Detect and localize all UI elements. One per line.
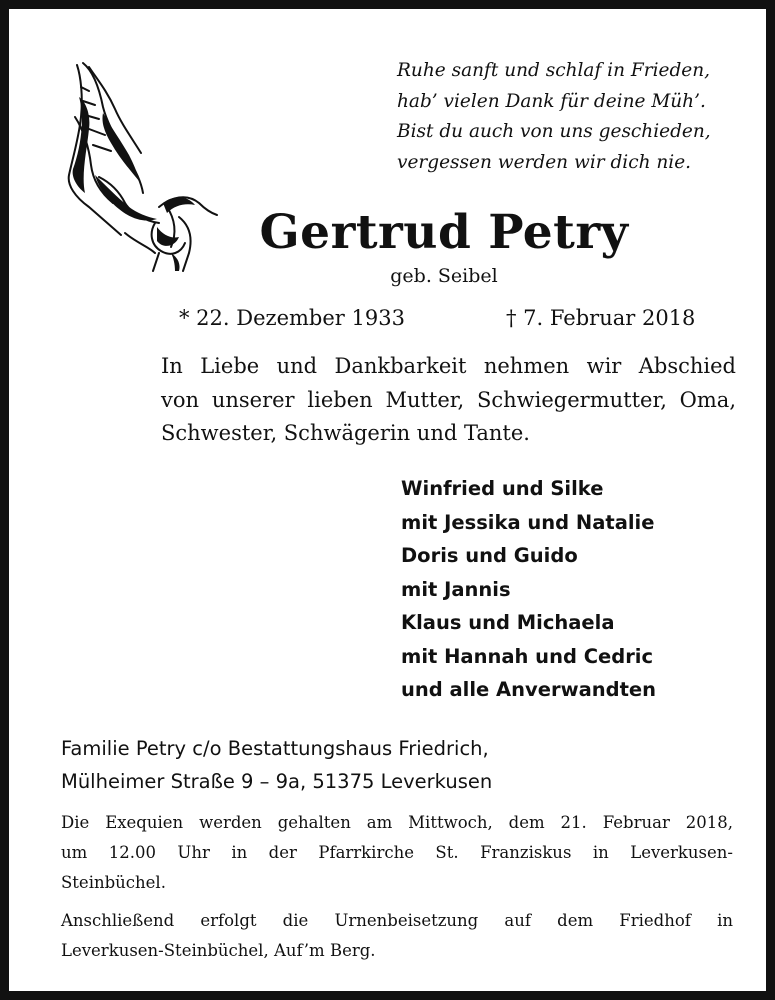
notice-line: um 12.00 Uhr in der Pfarrkirche St. Franziskus in Leverkusen-: [61, 843, 733, 862]
maiden-name: geb. Seibel: [390, 265, 498, 287]
farewell-line: Schwester, Schwägerin und Tante.: [161, 421, 530, 445]
mourner-line: mit Hannah und Cedric: [401, 644, 654, 668]
burial-notice: [61, 906, 733, 966]
exequien-notice: [61, 808, 733, 898]
farewell-line: In Liebe und Dankbarkeit nehmen wir Abschied: [161, 354, 736, 378]
address-line: Mülheimer Straße 9 – 9a, 51375 Leverkusen: [61, 770, 493, 793]
deceased-name: Gertrud Petry: [259, 205, 629, 260]
farewell-line: von unserer lieben Mutter, Schwiegermutter, Oma,: [161, 387, 736, 412]
farewell-text: [161, 350, 736, 451]
mourner-line: Doris und Guido: [401, 544, 578, 567]
mourners-list: [401, 472, 656, 707]
mourner-line: mit Jannis: [401, 577, 511, 601]
mourner-line: Winfried und Silke: [401, 477, 604, 500]
address-line: Familie Petry c/o Bestattungshaus Friedrich,: [61, 737, 489, 760]
contact-address: [61, 732, 492, 798]
notice-line: Anschließend erfolgt die Urnenbeisetzung auf dem Friedhof in: [61, 911, 733, 930]
poem: [397, 56, 737, 178]
poem-line: Ruhe sanft und schlaf in Frieden,: [397, 60, 711, 81]
notice-line: Steinbüchel.: [61, 873, 166, 892]
death-date: † 7. Februar 2018: [506, 306, 696, 330]
mourner-line: und alle Anverwandten: [401, 678, 657, 701]
birth-date: * 22. Dezember 1933: [179, 306, 405, 330]
mourner-line: Klaus und Michaela: [401, 611, 615, 634]
poem-line: vergessen werden wir dich nie.: [397, 151, 692, 173]
poem-line: Bist du auch von uns geschieden,: [397, 121, 711, 142]
mourner-line: mit Jessika und Natalie: [401, 510, 655, 534]
notice-line: Die Exequien werden gehalten am Mittwoch, dem 21. Februar 2018,: [61, 813, 733, 832]
notice-line: Leverkusen-Steinbüchel, Auf’m Berg.: [61, 941, 376, 960]
poem-line: hab’ vielen Dank für deine Müh’.: [397, 90, 706, 112]
